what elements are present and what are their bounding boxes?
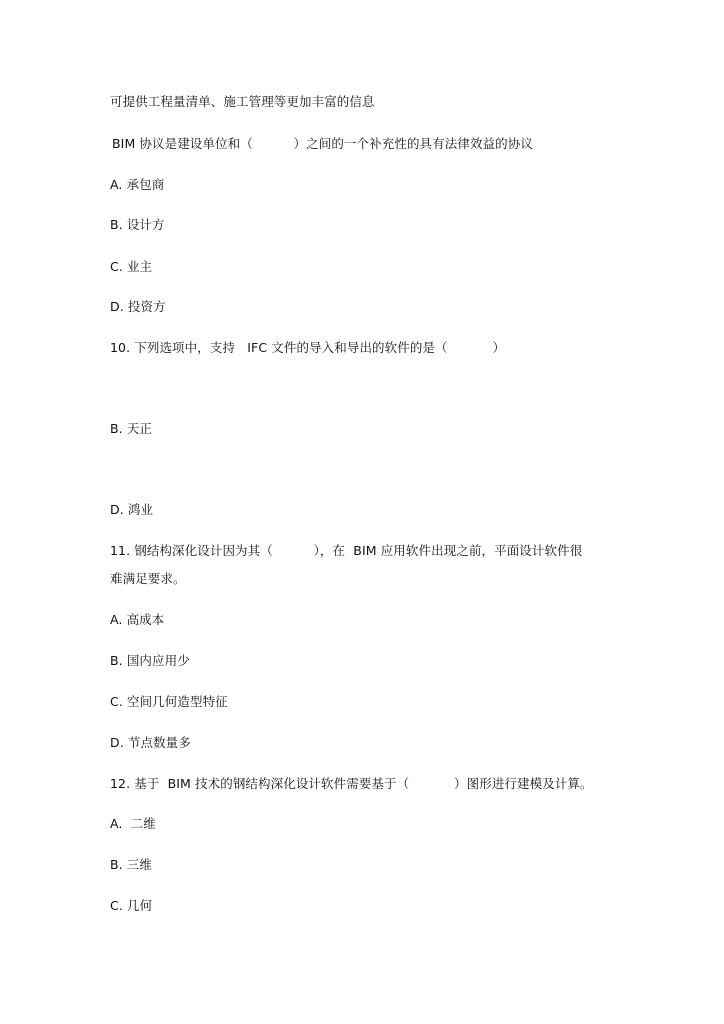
option-d-investor: D. 投资方	[110, 299, 166, 314]
question-12: 12. 基于 BIM 技术的钢结构深化设计软件需要基于（ ）图形进行建模及计算。	[110, 776, 593, 791]
question-11-option-d: D. 节点数量多	[110, 735, 191, 750]
question-11-option-b: B. 国内应用少	[110, 653, 190, 668]
question-11-continuation: 难满足要求。	[110, 571, 186, 586]
question-10-option-d: D. 鸿业	[110, 502, 154, 517]
question-12-option-b: B. 三维	[110, 857, 153, 872]
option-a-contractor: A. 承包商	[110, 177, 165, 192]
question-11-option-c: C. 空间几何造型特征	[110, 694, 228, 709]
question-12-option-c: C. 几何	[110, 898, 153, 913]
text-line-info-continuation: 可提供工程量清单、施工管理等更加丰富的信息	[110, 94, 375, 109]
question-12-option-a: A. 二维	[110, 816, 156, 831]
question-10-option-b: B. 天正	[110, 421, 153, 436]
question-10: 10. 下列选项中，支持 IFC 文件的导入和导出的软件的是（ ）	[110, 340, 506, 355]
option-c-owner: C. 业主	[110, 259, 153, 274]
question-11: 11. 钢结构深化设计因为其（ ），在 BIM 应用软件出现之前，平面设计软件很	[110, 543, 583, 558]
question-11-option-a: A. 高成本	[110, 612, 165, 627]
option-b-designer: B. 设计方	[110, 217, 165, 232]
question-bim-agreement: BIM 协议是建设单位和（ ）之间的一个补充性的具有法律效益的协议	[112, 136, 533, 151]
